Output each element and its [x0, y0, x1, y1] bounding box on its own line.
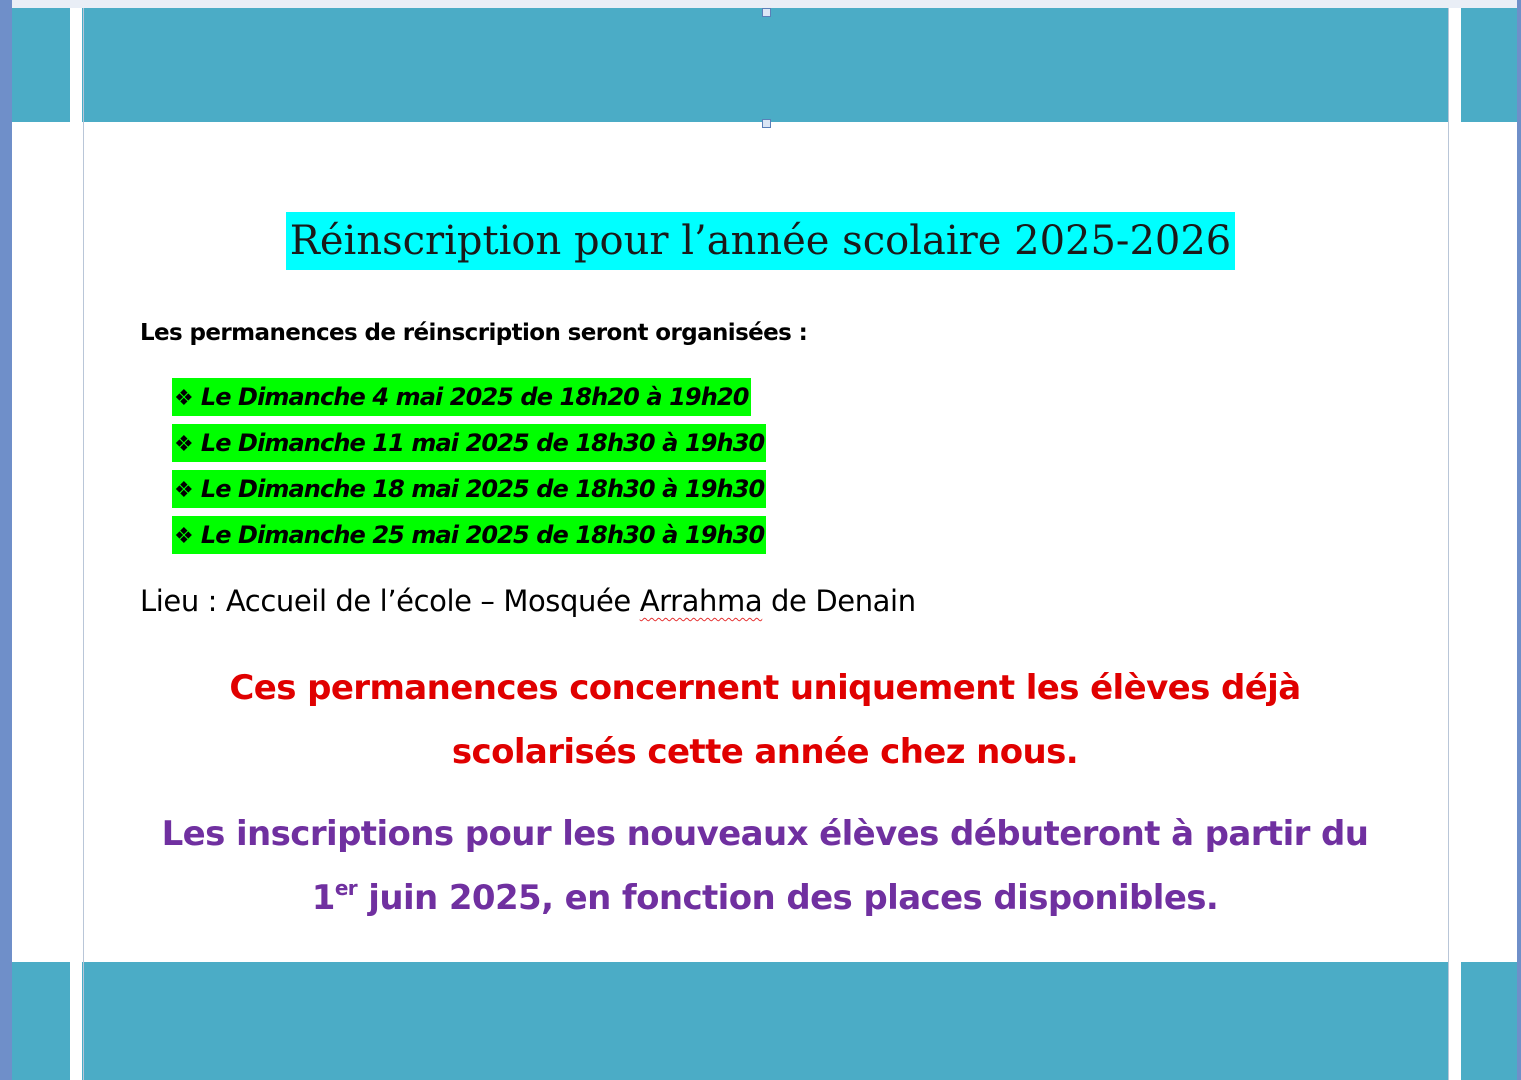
- notice-line: Ces permanences concernent uniquement les élèves déjà: [229, 668, 1301, 708]
- date-highlight: [172, 470, 766, 508]
- diamond-bullet-icon: ❖: [174, 386, 193, 411]
- diamond-bullet-icon: ❖: [174, 524, 193, 549]
- date-highlight: [172, 424, 766, 462]
- existing-students-notice: [100, 656, 1430, 784]
- right-margin-guide: [1449, 8, 1461, 1080]
- date-text: Le Dimanche 25 mai 2025 de 18h30 à 19h30: [200, 521, 765, 549]
- list-item: [172, 378, 766, 416]
- diamond-bullet-icon: ❖: [174, 478, 193, 503]
- title-row: [0, 212, 1521, 270]
- spellcheck-flagged-word[interactable]: Arrahma: [639, 584, 763, 618]
- right-text-boundary: [1448, 8, 1449, 1080]
- left-text-boundary: [83, 8, 84, 1080]
- date-highlight: [172, 378, 751, 416]
- header-band: [0, 8, 1521, 122]
- location-line: [140, 584, 916, 618]
- list-item: [172, 470, 766, 508]
- ordinal-superscript: er: [334, 876, 358, 900]
- date-text: Le Dimanche 11 mai 2025 de 18h30 à 19h30: [200, 429, 765, 457]
- notice-line: [100, 866, 1430, 930]
- ordinal-number: 1: [311, 878, 335, 918]
- date-highlight: [172, 516, 766, 554]
- diamond-bullet-icon: ❖: [174, 432, 193, 457]
- location-prefix: Lieu : Accueil de l’école – Mosquée: [140, 584, 640, 618]
- list-item: [172, 516, 766, 554]
- notice-line-rest: juin 2025, en fonction des places disponibles.: [357, 878, 1219, 918]
- resize-handle-top[interactable]: [762, 8, 771, 17]
- resize-handle-bottom[interactable]: [762, 119, 771, 128]
- date-text: Le Dimanche 4 mai 2025 de 18h20 à 19h20: [200, 383, 749, 411]
- footer-band: [0, 962, 1521, 1080]
- left-window-edge: [0, 0, 12, 1080]
- list-item: [172, 424, 766, 462]
- notice-line: scolarisés cette année chez nous.: [451, 732, 1079, 772]
- right-window-edge: [1517, 0, 1521, 1080]
- dates-list: [172, 378, 766, 562]
- left-margin-guide: [70, 8, 82, 1080]
- date-text: Le Dimanche 18 mai 2025 de 18h30 à 19h30: [200, 475, 765, 503]
- page-title: Réinscription pour l’année scolaire 2025-2026: [286, 212, 1236, 270]
- notice-line: Les inscriptions pour les nouveaux élèves débuteront à partir du: [161, 814, 1369, 854]
- location-suffix: de Denain: [762, 584, 916, 618]
- new-students-notice: [100, 802, 1430, 930]
- intro-text: Les permanences de réinscription seront organisées :: [140, 320, 808, 346]
